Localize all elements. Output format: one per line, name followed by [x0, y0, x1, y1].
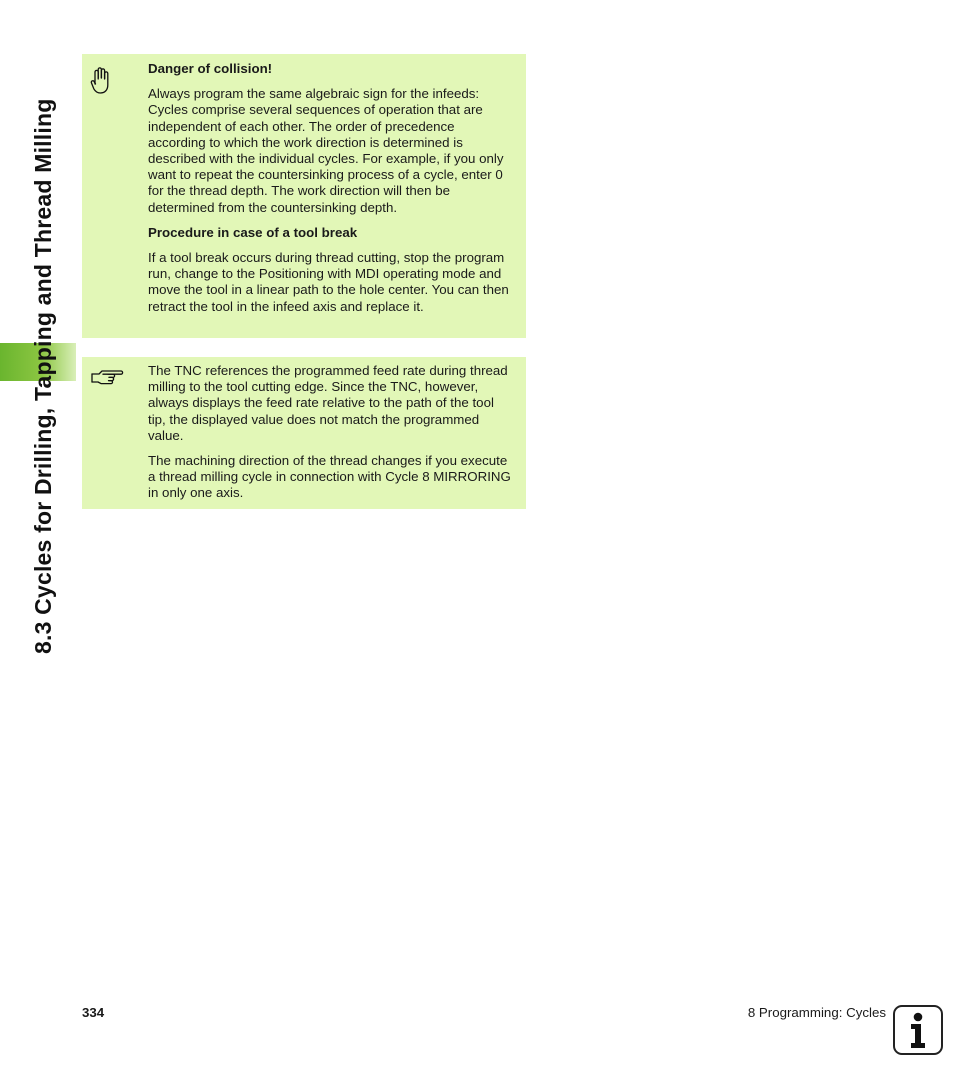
note-paragraph: Always program the same algebraic sign for the infeeds: Cycles comprise several sequences of operation that are independent of each other. The order of precedence according to which the work direction is determined is described with the individual cycles. For example, if you only want to repeat the countersinking process of a cycle, enter 0 for the thread depth. The work direction will then be determined from the countersinking depth.: [148, 86, 504, 215]
pointing-hand-icon: [90, 367, 124, 393]
feed-rate-info-note: [82, 357, 526, 509]
info-icon: [893, 1005, 943, 1055]
note-paragraph: The machining direction of the thread changes if you execute a thread milling cycle in connection with Cycle 8 MIRRORING in only one axis.: [148, 453, 511, 501]
note-paragraph: The TNC references the programmed feed rate during thread milling to the tool cutting edge. Since the TNC, however, always displays the feed rate relative to the path of the tool tip, the displayed value does not match the programmed value.: [148, 363, 508, 443]
collision-warning-note: [82, 54, 526, 338]
note-paragraph: If a tool break occurs during thread cutting, stop the program run, change to the Positioning with MDI operating mode and move the tool in a linear path to the hole center. You can then retract the tool in the infeed axis and replace it.: [148, 250, 509, 314]
footer-chapter-title: 8 Programming: Cycles: [747, 1005, 886, 1020]
section-side-title: 8.3 Cycles for Drilling, Tapping and Thread Milling: [30, 98, 56, 654]
note-heading-collision: Danger of collision!: [148, 61, 273, 76]
note-heading-tool-break: Procedure in case of a tool break: [148, 224, 358, 240]
page-number: 334: [82, 1005, 105, 1020]
hand-stop-icon: [90, 66, 112, 100]
